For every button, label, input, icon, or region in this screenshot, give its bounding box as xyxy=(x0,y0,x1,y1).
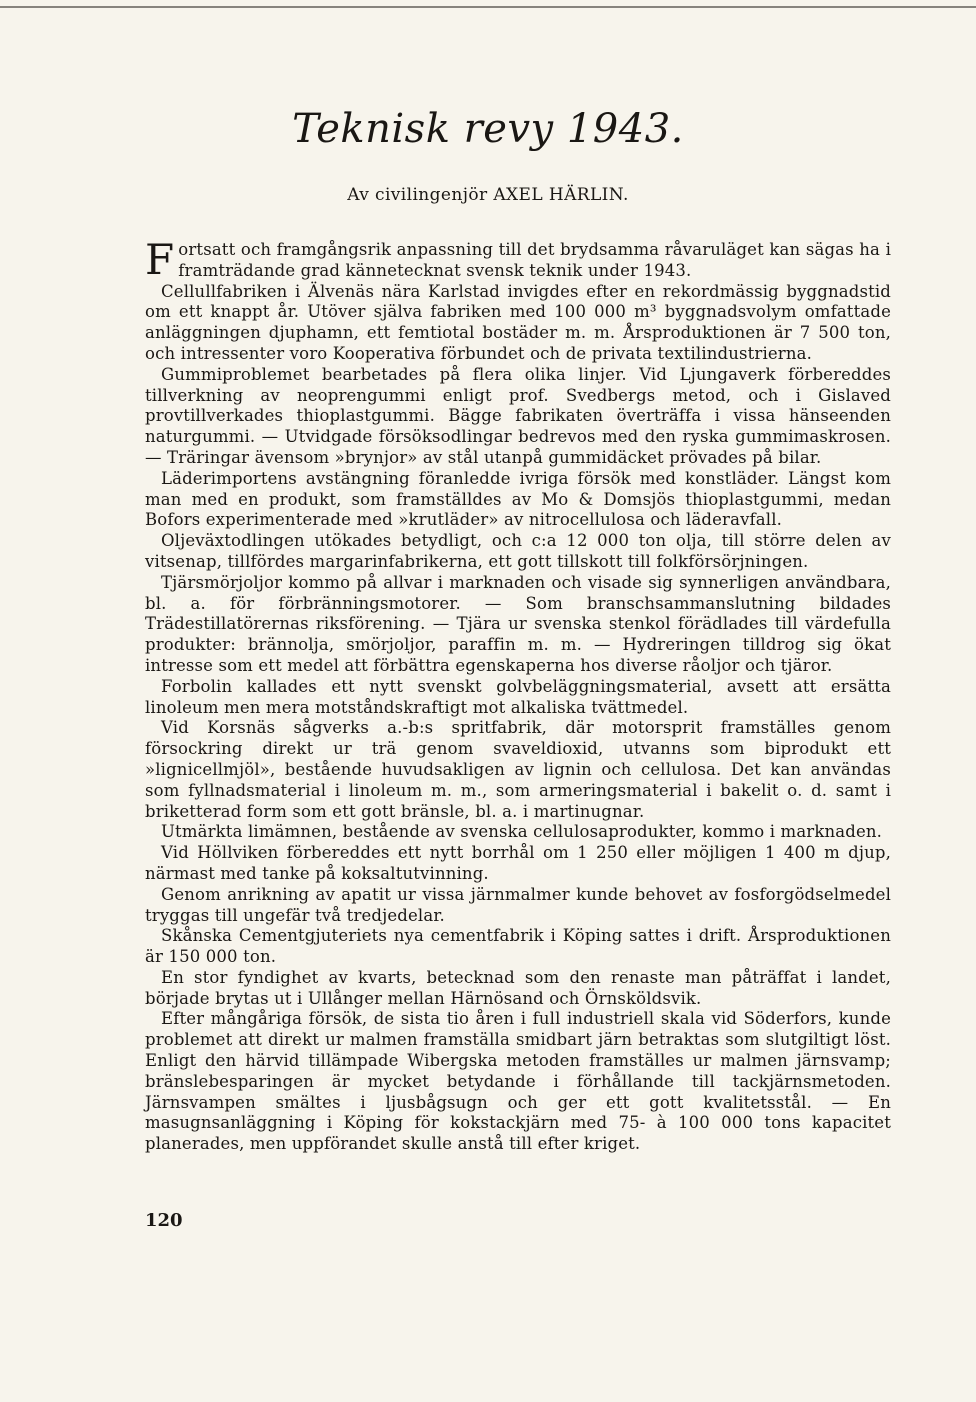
article-paragraph: Oljeväxtodlingen utökades betydligt, och c:a 12 000 ton olja, till större delen av vitsenap, tillfördes margarinfabrikerna, ett gott tillskott till folkförsörjningen. xyxy=(145,531,891,571)
article-paragraph: Vid Höllviken förbereddes ett nytt borrhål om 1 250 eller möjligen 1 400 m djup, närmast med tanke på koksaltutvinning. xyxy=(145,843,891,883)
article-paragraph: Tjärsmörjoljor kommo på allvar i marknaden och visade sig synnerligen användbara, bl. a. för förbränningsmotorer. — Som branschsammanslutning bildades Trädestillatörernas riksförening. — Tjära ur svenska stenkol förädlades till värdefulla produkter: brännolja, smörjoljor, paraffin m. m. — Hydreringen tilldrog sig ökat intresse som ett medel att förbättra egenskaperna hos diverse råoljor och tjäror. xyxy=(145,572,891,675)
article-paragraph: Utmärkta limämnen, bestående av svenska cellulosaprodukter, kommo i marknaden. xyxy=(161,822,883,842)
page-title: Teknisk revy 1943. xyxy=(292,106,684,152)
article-paragraph: Gummiproblemet bearbetades på flera olika linjer. Vid Ljungaverk förbereddes tillverkning av neoprengummi enligt prof. Svedbergs metod, och i Gislaved provtillverkades thioplastgummi. Bägge fabrikaten överträffa i vissa hänseenden naturgummi. — Utvidgade försöksodlingar bedrevos med den ryska gummimaskrosen. — Träringar ävensom »brynjor» av stål utanpå gummidäcket prövades på bilar. xyxy=(145,364,891,467)
article-paragraph: Vid Korsnäs sågverks a.-b:s spritfabrik, där motorsprit framställes genom försockring direkt ur trä genom svaveldioxid, utvanns som biprodukt ett »lignicellmjöl», bestående huvudsakligen av lignin och cellulosa. Det kan användas som fyllnadsmaterial i linoleum m. m., som armeringsmaterial i bakelit o. d. samt i briketterad form som ett gott bränsle, bl. a. i martinugnar. xyxy=(145,718,891,821)
top-rule xyxy=(0,6,976,8)
byline: Av civilingenjör AXEL HÄRLIN. xyxy=(347,185,629,205)
page-number: 120 xyxy=(145,1210,183,1231)
article-paragraph: Efter mångåriga försök, de sista tio åren i full industriell skala vid Söderfors, kunde problemet att direkt ur malmen framställa smidbart järn betraktas som slutgiltigt löst. Enligt den härvid tillämpade Wibergska metoden framställes ur malmen järnsvamp; bränslebesparingen är mycket betydande i förhållande till tackjärnsmetoden. Järnsvampen smältes i ljusbågsugn och ger ett gott kvalitetsstål. — En masugnsanläggning i Köping för kokstackjärn med 75- à 100 000 tons kapacitet planerades, men uppförandet skulle anstå till efter kriget. xyxy=(145,1009,891,1154)
article-paragraph: Cellullfabriken i Älvenäs nära Karlstad invigdes efter en rekordmässig byggnadstid om ett knappt år. Utöver själva fabriken med 100 000 m³ byggnadsvolym omfattade anläggningen djuphamn, ett femtiotal bostäder m. m. Årsproduktionen är 7 500 ton, och intressenter voro Kooperativa förbundet och de privata textilindustrierna. xyxy=(145,281,891,363)
article-paragraph: Forbolin kallades ett nytt svenskt golvbeläggningsmaterial, avsett att ersätta linoleum men mera motståndskraftigt mot alkaliska tvättmedel. xyxy=(145,676,891,717)
article-paragraph: Skånska Cementgjuteriets nya cementfabrik i Köping sattes i drift. Årsproduktionen är 150 000 ton. xyxy=(145,926,891,967)
article-paragraph: Läderimportens avstängning föranledde ivriga försök med konstläder. Längst kom man med en produkt, som framställdes av Mo & Domsjös thioplastgummi, medan Bofors experimenterade med »krutläder» av nitrocellulosa och läderavfall. xyxy=(145,468,891,530)
article-body xyxy=(145,235,891,1155)
article-paragraph xyxy=(145,235,891,284)
article-paragraph: En stor fyndighet av kvarts, betecknad som den renaste man påträffat i landet, började brytas ut i Ullånger mellan Härnösand och Örnsköldsvik. xyxy=(145,967,891,1008)
paragraph-text: ortsatt och framgångsrik anpassning till det brydsamma råvaruläget kan sägas ha i framträdande grad kännetecknat svensk teknik under 1943. xyxy=(178,240,891,280)
drop-cap: F xyxy=(145,235,175,284)
article-paragraph: Genom anrikning av apatit ur vissa järnmalmer kunde behovet av fosforgödselmedel tryggas till ungefär två tredjedelar. xyxy=(145,884,891,925)
